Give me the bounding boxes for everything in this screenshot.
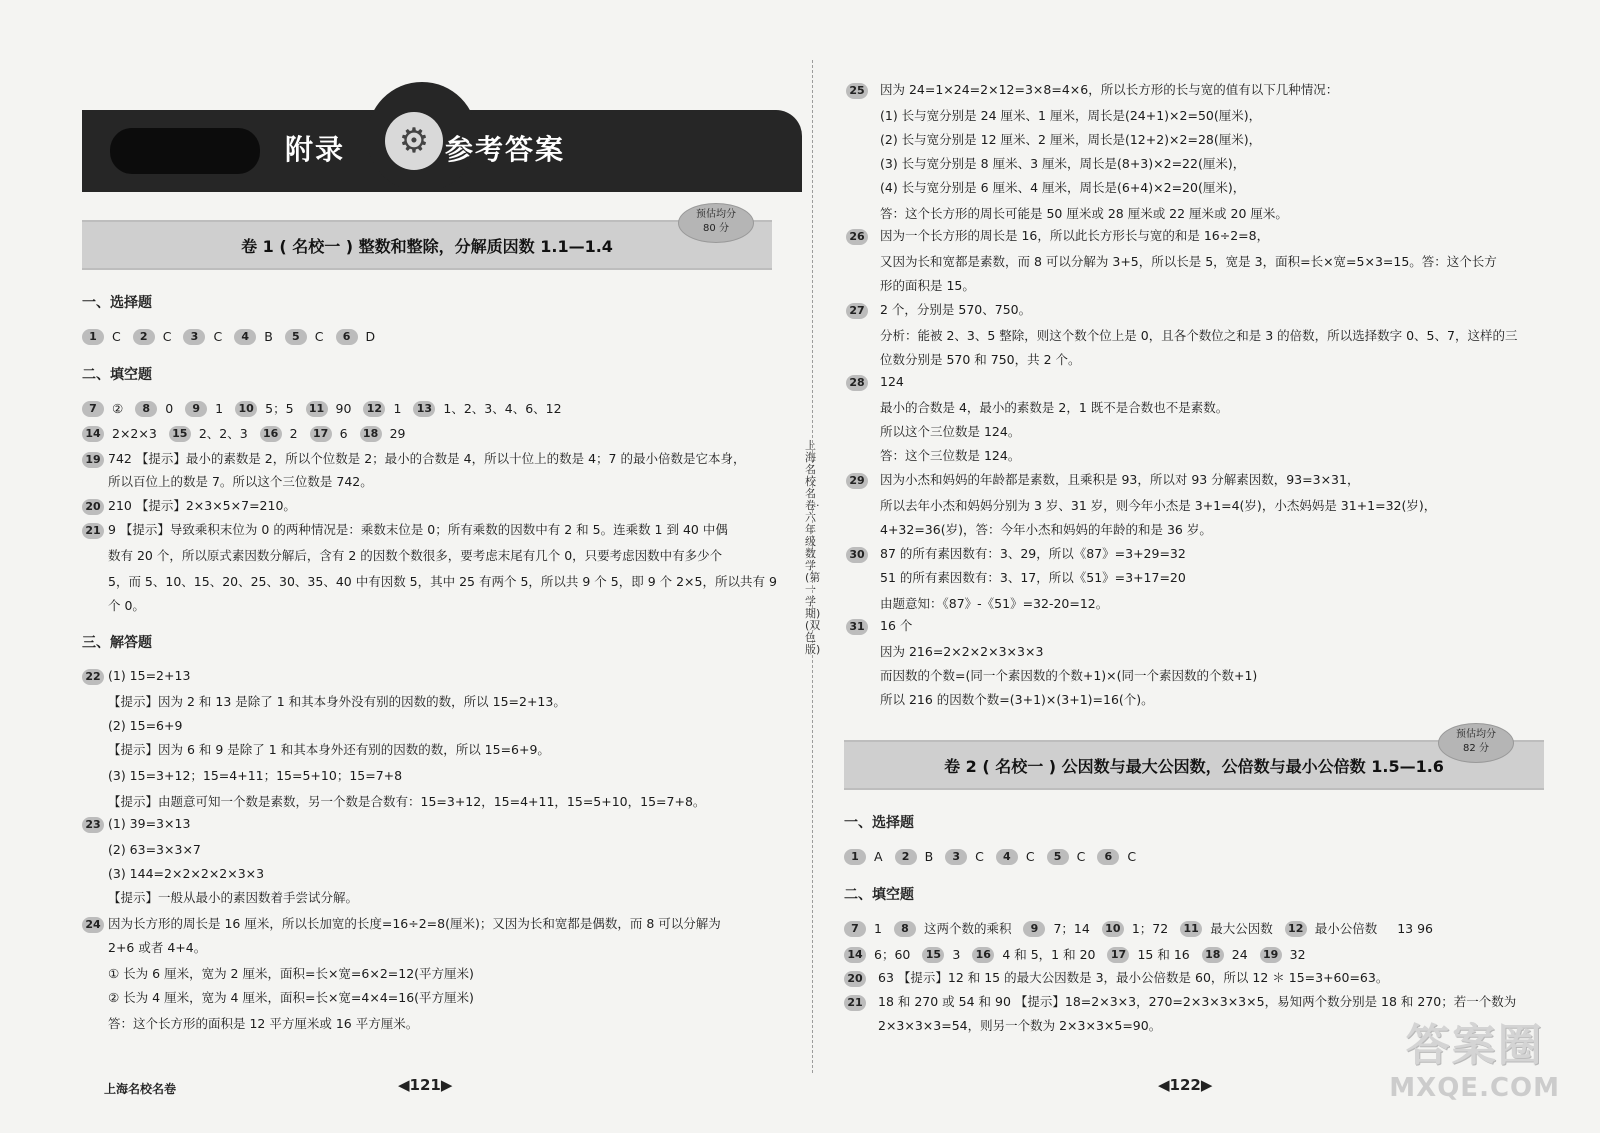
q25-number: 25 bbox=[846, 82, 868, 99]
answer-text: 24 bbox=[1231, 946, 1248, 962]
lightbulb-gear-icon: ⚙ bbox=[385, 112, 443, 170]
choice-answers bbox=[82, 328, 387, 345]
badge-label: 预估均分 bbox=[1456, 729, 1496, 740]
answer-text: 13 96 bbox=[1397, 920, 1434, 936]
question-number-chip: 8 bbox=[894, 921, 916, 937]
q27-line-1: 2 个，分别是 570、750。 bbox=[880, 302, 1032, 317]
q25-line-1: 因为 24=1×24=2×12=3×8=4×6，所以长方形的长与宽的值有以下几种情况： bbox=[880, 82, 1339, 97]
answer-text: C bbox=[1025, 848, 1035, 864]
page-number-left: ◀121▶ bbox=[398, 1076, 453, 1094]
q31-line-3: 而因数的个数=(同一个素因数的个数+1)×(同一个素因数的个数+1) bbox=[880, 668, 1258, 683]
q24-line-5: 答：这个长方形的面积是 12 平方厘米或 16 平方厘米。 bbox=[108, 1016, 419, 1031]
q23-line-3: (3) 144=2×2×2×2×3×3 bbox=[108, 866, 265, 881]
q25-line-6: 答：这个长方形的周长可能是 50 厘米或 28 厘米或 22 厘米或 20 厘米。 bbox=[880, 206, 1288, 221]
answer-text: 6 bbox=[339, 425, 348, 441]
spine-text: 上海名校名卷·六年级数学(第一学期)(双色版) bbox=[805, 439, 821, 656]
banner-title-left: 附录 bbox=[285, 133, 346, 166]
q25-line-3: (2) 长与宽分别是 12 厘米、2 厘米，周长是(12+2)×2=28(厘米)， bbox=[880, 132, 1262, 147]
q23-line-4: 【提示】一般从最小的素因数着手尝试分解。 bbox=[108, 890, 359, 905]
answer-text: 1 bbox=[215, 400, 224, 416]
answer-text: A bbox=[874, 848, 883, 864]
question-number-chip: 16 bbox=[260, 426, 282, 442]
question-number-chip: 10 bbox=[1102, 921, 1124, 937]
answer-text: 0 bbox=[165, 400, 174, 416]
answer-text: 5；5 bbox=[265, 400, 294, 416]
q26-line-1: 因为一个长方形的周长是 16，所以此长方形长与宽的和是 16÷2=8， bbox=[880, 228, 1270, 243]
answer-text: 29 bbox=[389, 425, 406, 441]
watermark bbox=[1389, 1009, 1560, 1103]
answer-text: 2 bbox=[289, 425, 298, 441]
q28-line-1: 124 bbox=[880, 374, 904, 389]
answer-text: C bbox=[1127, 848, 1137, 864]
q25-line-2: (1) 长与宽分别是 24 厘米、1 厘米，周长是(24+1)×2=50(厘米)， bbox=[880, 108, 1262, 123]
q21-line-1: 9 【提示】导致乘积末位为 0 的两种情况是：乘数末位是 0；所有乘数的因数中有 2 和 5。连乘数 1 到 40 中偶 bbox=[108, 522, 728, 537]
answer-text: 32 bbox=[1289, 946, 1306, 962]
answer-text: C bbox=[112, 328, 121, 344]
badge-score: 80 分 bbox=[703, 223, 729, 234]
q31-line-4: 所以 216 的因数个数=(3+1)×(3+1)=16(个)。 bbox=[880, 692, 1154, 707]
q24-line-3: ① 长为 6 厘米，宽为 2 厘米，面积=长×宽=6×2=12(平方厘米) bbox=[108, 966, 474, 981]
answer-text: 2、2、3 bbox=[198, 425, 248, 441]
q24-line-1: 因为长方形的周长是 16 厘米，所以长加宽的长度=16÷2=8(厘米)；又因为长和宽都是偶数，而 8 可以分解为 bbox=[108, 916, 721, 931]
q21-number: 21 bbox=[844, 994, 866, 1011]
q29-number: 29 bbox=[846, 472, 868, 489]
question-number-chip: 16 bbox=[972, 947, 994, 963]
q24-line-2: 2+6 或者 4+4。 bbox=[108, 940, 207, 955]
fill-answers-row-2 bbox=[844, 946, 1318, 963]
choice-answers bbox=[844, 848, 1148, 865]
section-band-1 bbox=[82, 220, 772, 270]
question-number-chip: 3 bbox=[183, 329, 205, 345]
question-number-chip: 13 bbox=[413, 401, 435, 417]
q21-line-2: 2×3×3×3=54，则另一个数为 2×3×3×5=90。 bbox=[878, 1018, 1162, 1033]
footer-book-title: 上海名校名卷 bbox=[104, 1082, 177, 1096]
question-number-chip: 1 bbox=[82, 329, 104, 345]
answer-text: B bbox=[264, 328, 273, 344]
answer-text: C bbox=[1076, 848, 1086, 864]
question-number-chip: 6 bbox=[336, 329, 358, 345]
question-number-chip: 15 bbox=[922, 947, 944, 963]
q21-number: 21 bbox=[82, 522, 104, 539]
q20-line: 63 【提示】12 和 15 的最大公因数是 3，最小公倍数是 60，所以 12 ＊ 15=3+60=63。 bbox=[878, 970, 1389, 985]
question-number-chip: 12 bbox=[363, 401, 385, 417]
fill-answers-row-1 bbox=[82, 400, 574, 417]
q29-line-1: 因为小杰和妈妈的年龄都是素数，且乘积是 93，所以对 93 分解素因数，93=3×31， bbox=[880, 472, 1360, 487]
section-fill: 二、填空题 bbox=[82, 367, 152, 383]
q25-line-5: (4) 长与宽分别是 6 厘米、4 厘米，周长是(6+4)×2=20(厘米)， bbox=[880, 180, 1246, 195]
question-number-chip: 15 bbox=[169, 426, 191, 442]
q22-line-3: (2) 15=6+9 bbox=[108, 718, 183, 733]
question-number-chip: 17 bbox=[310, 426, 332, 442]
q19-number: 19 bbox=[82, 451, 104, 468]
answer-text: C bbox=[213, 328, 223, 344]
question-number-chip: 11 bbox=[1180, 921, 1202, 937]
right-page bbox=[800, 0, 1600, 1133]
answer-text: 3 bbox=[952, 946, 961, 962]
question-number-chip: 5 bbox=[285, 329, 307, 345]
question-number-chip: 7 bbox=[844, 921, 866, 937]
redaction-blob bbox=[110, 128, 260, 174]
q22-line-4: 【提示】因为 6 和 9 是除了 1 和其本身外还有别的因数的数，所以 15=6+9。 bbox=[108, 742, 550, 757]
q22-line-2: 【提示】因为 2 和 13 是除了 1 和其本身外没有别的因数的数，所以 15=2+13。 bbox=[108, 694, 566, 709]
answer-text: C bbox=[975, 848, 984, 864]
answer-text: ② bbox=[112, 400, 124, 416]
question-number-chip: 12 bbox=[1285, 921, 1307, 937]
question-number-chip: 4 bbox=[996, 849, 1018, 865]
answer-text: D bbox=[365, 328, 376, 344]
q21-line-2: 数有 20 个，所以原式素因数分解后，含有 2 的因数个数很多，要考虑末尾有几个 0，只要考虑因数中有多少个 bbox=[108, 548, 723, 563]
q23-line-2: (2) 63=3×3×7 bbox=[108, 842, 201, 857]
q20-number: 20 bbox=[82, 498, 104, 515]
question-number-chip: 8 bbox=[135, 401, 157, 417]
section-fill: 二、填空题 bbox=[844, 887, 914, 903]
score-badge bbox=[678, 203, 754, 243]
q29-line-2: 所以去年小杰和妈妈分别为 3 岁、31 岁，则今年小杰是 3+1=4(岁)，小杰妈妈是 31+1=32(岁)， bbox=[880, 498, 1437, 513]
q31-number: 31 bbox=[846, 618, 868, 635]
banner-title-right: 参考答案 bbox=[445, 133, 566, 166]
q23-line-1: (1) 39=3×13 bbox=[108, 816, 191, 831]
question-number-chip: 17 bbox=[1107, 947, 1129, 963]
question-number-chip: 7 bbox=[82, 401, 104, 417]
q26-line-2: 又因为长和宽都是素数，而 8 可以分解为 3+5，所以长是 5，宽是 3，面积=长×宽=5×3=15。答：这个长方 bbox=[880, 254, 1497, 269]
q22-line-5: (3) 15=3+12；15=4+11；15=5+10；15=7+8 bbox=[108, 768, 403, 783]
question-number-chip: 4 bbox=[234, 329, 256, 345]
q25-line-4: (3) 长与宽分别是 8 厘米、3 厘米，周长是(8+3)×2=22(厘米)， bbox=[880, 156, 1246, 171]
q26-line-3: 形的面积是 15。 bbox=[880, 278, 975, 293]
section-choice: 一、选择题 bbox=[844, 815, 914, 831]
answer-text: 最大公因数 bbox=[1210, 920, 1273, 936]
q19-line-1: 742 【提示】最小的素数是 2，所以个位数是 2；最小的合数是 4，所以十位上的数是 4；7 的最小倍数是它本身， bbox=[108, 451, 746, 466]
q28-line-4: 答：这个三位数是 124。 bbox=[880, 448, 1021, 463]
badge-score: 82 分 bbox=[1463, 743, 1489, 754]
question-number-chip: 2 bbox=[133, 329, 155, 345]
q21-line-4: 个 0。 bbox=[108, 598, 145, 613]
q24-line-4: ② 长为 4 厘米，宽为 4 厘米，面积=长×宽=4×4=16(平方厘米) bbox=[108, 990, 474, 1005]
answer-text: C bbox=[162, 328, 172, 344]
q29-line-3: 4+32=36(岁)，答：今年小杰和妈妈的年龄的和是 36 岁。 bbox=[880, 522, 1212, 537]
answer-text: 7；14 bbox=[1053, 920, 1090, 936]
question-number-chip: 9 bbox=[185, 401, 207, 417]
q30-line-2: 51 的所有素因数有：3、17，所以《51》=3+17=20 bbox=[880, 570, 1186, 585]
q23-number: 23 bbox=[82, 816, 104, 833]
q22-line-6: 【提示】由题意可知一个数是素数，另一个数是合数有：15=3+12，15=4+11，15=5+10，15=7+8。 bbox=[108, 794, 706, 809]
question-number-chip: 9 bbox=[1023, 921, 1045, 937]
q27-line-2: 分析：能被 2、3、5 整除，则这个数个位上是 0，且各个数位之和是 3 的倍数，所以选择数字 0、5、7，这样的三 bbox=[880, 328, 1518, 343]
q22-line-1: (1) 15=2+13 bbox=[108, 668, 191, 683]
q21-line-1: 18 和 270 或 54 和 90 【提示】18=2×3×3，270=2×3×3×3×5，易知两个数分别是 18 和 270；若一个数为 bbox=[878, 994, 1517, 1009]
answer-text: B bbox=[924, 848, 934, 864]
q22-number: 22 bbox=[82, 668, 104, 685]
question-number-chip: 10 bbox=[235, 401, 257, 417]
question-number-chip: 18 bbox=[360, 426, 382, 442]
page-number-right: ◀122▶ bbox=[1158, 1076, 1213, 1094]
q31-line-2: 因为 216=2×2×2×3×3×3 bbox=[880, 644, 1044, 659]
band-title: 卷 1 ( 名校一 ) 整数和整除，分解质因数 1.1—1.4 bbox=[241, 237, 613, 256]
question-number-chip: 1 bbox=[844, 849, 866, 865]
q30-line-1: 87 的所有素因数有：3、29，所以《87》=3+29=32 bbox=[880, 546, 1186, 561]
answer-text: 这两个数的乘积 bbox=[923, 920, 1012, 936]
question-number-chip: 11 bbox=[306, 401, 328, 417]
question-number-chip: 6 bbox=[1097, 849, 1119, 865]
badge-label: 预估均分 bbox=[696, 209, 736, 220]
q24-number: 24 bbox=[82, 916, 104, 933]
answer-text: 2×2×3 bbox=[112, 425, 157, 441]
score-badge bbox=[1438, 723, 1514, 763]
q30-line-3: 由题意知：《87》-《51》=32-20=12。 bbox=[880, 596, 1109, 611]
answer-text: 90 bbox=[335, 400, 352, 416]
q28-line-2: 最小的合数是 4，最小的素数是 2，1 既不是合数也不是素数。 bbox=[880, 400, 1229, 415]
q31-line-1: 16 个 bbox=[880, 618, 913, 633]
answer-text: 1 bbox=[874, 920, 882, 936]
answer-text: 6；60 bbox=[874, 946, 911, 962]
q20-number: 20 bbox=[844, 970, 866, 987]
q28-number: 28 bbox=[846, 374, 868, 391]
answer-text: 最小公倍数 bbox=[1314, 920, 1378, 936]
question-number-chip: 18 bbox=[1202, 947, 1224, 963]
question-number-chip: 2 bbox=[895, 849, 917, 865]
watermark-logo: 答案圈 bbox=[1405, 1020, 1544, 1071]
question-number-chip: 14 bbox=[82, 426, 104, 442]
question-number-chip: 3 bbox=[945, 849, 967, 865]
q19-line-2: 所以百位上的数是 7。所以这个三位数是 742。 bbox=[108, 474, 373, 489]
section-solve: 三、解答题 bbox=[82, 635, 152, 651]
question-number-chip: 5 bbox=[1047, 849, 1069, 865]
answer-text: 15 和 16 bbox=[1137, 946, 1190, 962]
answer-text: 1 bbox=[393, 400, 402, 416]
q21-line-3: 5，而 5、10、15、20、25、30、35、40 中有因数 5，其中 25 有两个 5，所以共 9 个 5，即 9 个 2×5，所以共有 9 bbox=[108, 574, 777, 589]
q26-number: 26 bbox=[846, 228, 868, 245]
q27-line-3: 位数分别是 570 和 750，共 2 个。 bbox=[880, 352, 1081, 367]
answer-text: 1、2、3、4、6、12 bbox=[443, 400, 562, 416]
watermark-url: MXQE.COM bbox=[1389, 1073, 1560, 1103]
fill-answers-row-2 bbox=[82, 425, 417, 442]
answer-text: C bbox=[314, 328, 324, 344]
q30-number: 30 bbox=[846, 546, 868, 563]
answer-text: 1；72 bbox=[1131, 920, 1169, 936]
q28-line-3: 所以这个三位数是 124。 bbox=[880, 424, 1021, 439]
question-number-chip: 19 bbox=[1260, 947, 1282, 963]
q27-number: 27 bbox=[846, 302, 868, 319]
answer-text: 4 和 5，1 和 20 bbox=[1002, 946, 1096, 962]
band-title: 卷 2 ( 名校一 ) 公因数与最大公因数，公倍数与最小公倍数 1.5—1.6 bbox=[944, 757, 1444, 776]
question-number-chip: 14 bbox=[844, 947, 866, 963]
q20-line: 210 【提示】2×3×5×7=210。 bbox=[108, 498, 296, 513]
section-choice: 一、选择题 bbox=[82, 295, 152, 311]
fill-answers-row-1 bbox=[844, 920, 1445, 937]
